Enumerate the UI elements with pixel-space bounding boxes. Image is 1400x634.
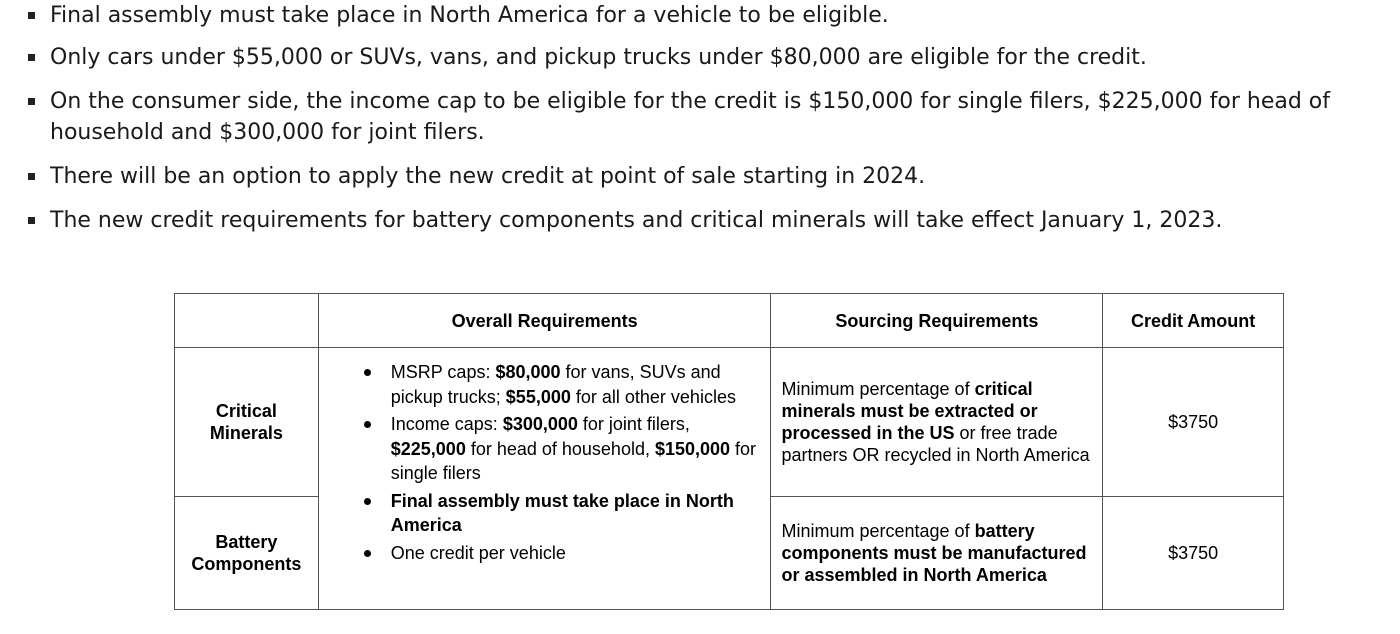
sourcing-text: or free trade partners OR recycled in North America <box>781 423 1090 466</box>
row-label-text: Battery Components <box>191 532 302 575</box>
overall-requirements-cell <box>318 348 771 610</box>
sourcing-requirements-battery-components <box>771 497 1103 610</box>
header-overall-requirements: Overall Requirements <box>318 294 771 348</box>
item-bold: $150,000 <box>654 438 731 459</box>
sourcing-requirements-critical-minerals <box>771 348 1103 497</box>
item-bold: $225,000 <box>390 438 466 459</box>
bullet-item <box>26 0 1396 31</box>
credit-amount-critical-minerals: $3750 <box>1103 348 1284 497</box>
table-header-row <box>175 294 1284 348</box>
row-label-battery-components <box>175 497 319 610</box>
bullet-item <box>26 86 1396 148</box>
item-text: One credit per vehicle <box>390 542 566 563</box>
sourcing-text: Minimum percentage of <box>781 521 975 542</box>
item-text: for vans, SUVs and pickup trucks; <box>390 362 721 407</box>
sourcing-bold: critical minerals must be extracted or processed in the US <box>781 379 1038 444</box>
bullet-text: Final assembly must take place in North America for a vehicle to be eligible. <box>50 3 889 28</box>
item-text: for head of household, <box>465 438 655 459</box>
square-bullet-icon <box>28 12 35 19</box>
overall-requirements-list <box>319 360 771 565</box>
sourcing-bold: battery components must be manufactured or assembled in North America <box>781 521 1087 586</box>
bullet-dot-icon <box>364 550 371 557</box>
item-bold: $55,000 <box>505 386 571 407</box>
row-label-text: Critical Minerals <box>209 401 283 444</box>
bullet-text: The new credit requirements for battery components and critical minerals will take effect January 1, 2023. <box>50 208 1223 233</box>
header-sourcing-requirements: Sourcing Requirements <box>771 294 1103 348</box>
credit-amount-battery-components: $3750 <box>1103 497 1284 610</box>
item-bold: $300,000 <box>502 414 578 434</box>
bullet-text: On the consumer side, the income cap to be eligible for the credit is $150,000 for single filers, $225,000 for head of household and $300,000 for joint filers. <box>50 89 1330 145</box>
item-bold: $80,000 <box>495 362 561 382</box>
row-label-critical-minerals <box>175 348 319 497</box>
list-item <box>319 541 771 566</box>
square-bullet-icon <box>28 98 35 105</box>
list-item <box>319 412 771 486</box>
item-bold: Final assembly must take place in North America <box>390 490 734 535</box>
requirements-table <box>174 293 1284 610</box>
item-text: Income caps: <box>390 414 503 434</box>
header-credit-amount: Credit Amount <box>1103 294 1284 348</box>
bullet-dot-icon <box>364 421 371 428</box>
bullet-item <box>26 42 1396 73</box>
bullet-text: Only cars under $55,000 or SUVs, vans, and pickup trucks under $80,000 are eligible for the credit. <box>50 45 1147 70</box>
square-bullet-icon <box>28 173 35 180</box>
sourcing-text: Minimum percentage of <box>781 379 975 400</box>
bullet-dot-icon <box>364 498 371 505</box>
item-text: for all other vehicles <box>570 386 736 407</box>
list-item <box>319 360 771 409</box>
item-text: for joint filers, <box>577 414 690 434</box>
bullet-text: There will be an option to apply the new credit at point of sale starting in 2024. <box>50 164 926 189</box>
square-bullet-icon <box>28 217 35 224</box>
item-text: MSRP caps: <box>390 362 496 382</box>
list-item <box>319 489 771 538</box>
bullet-item <box>26 161 1396 192</box>
table-row <box>175 348 1284 497</box>
item-text: for single filers <box>390 438 757 483</box>
header-empty-cell <box>175 294 319 348</box>
bullet-item <box>26 205 1396 236</box>
bullet-dot-icon <box>364 369 371 376</box>
square-bullet-icon <box>28 54 35 61</box>
